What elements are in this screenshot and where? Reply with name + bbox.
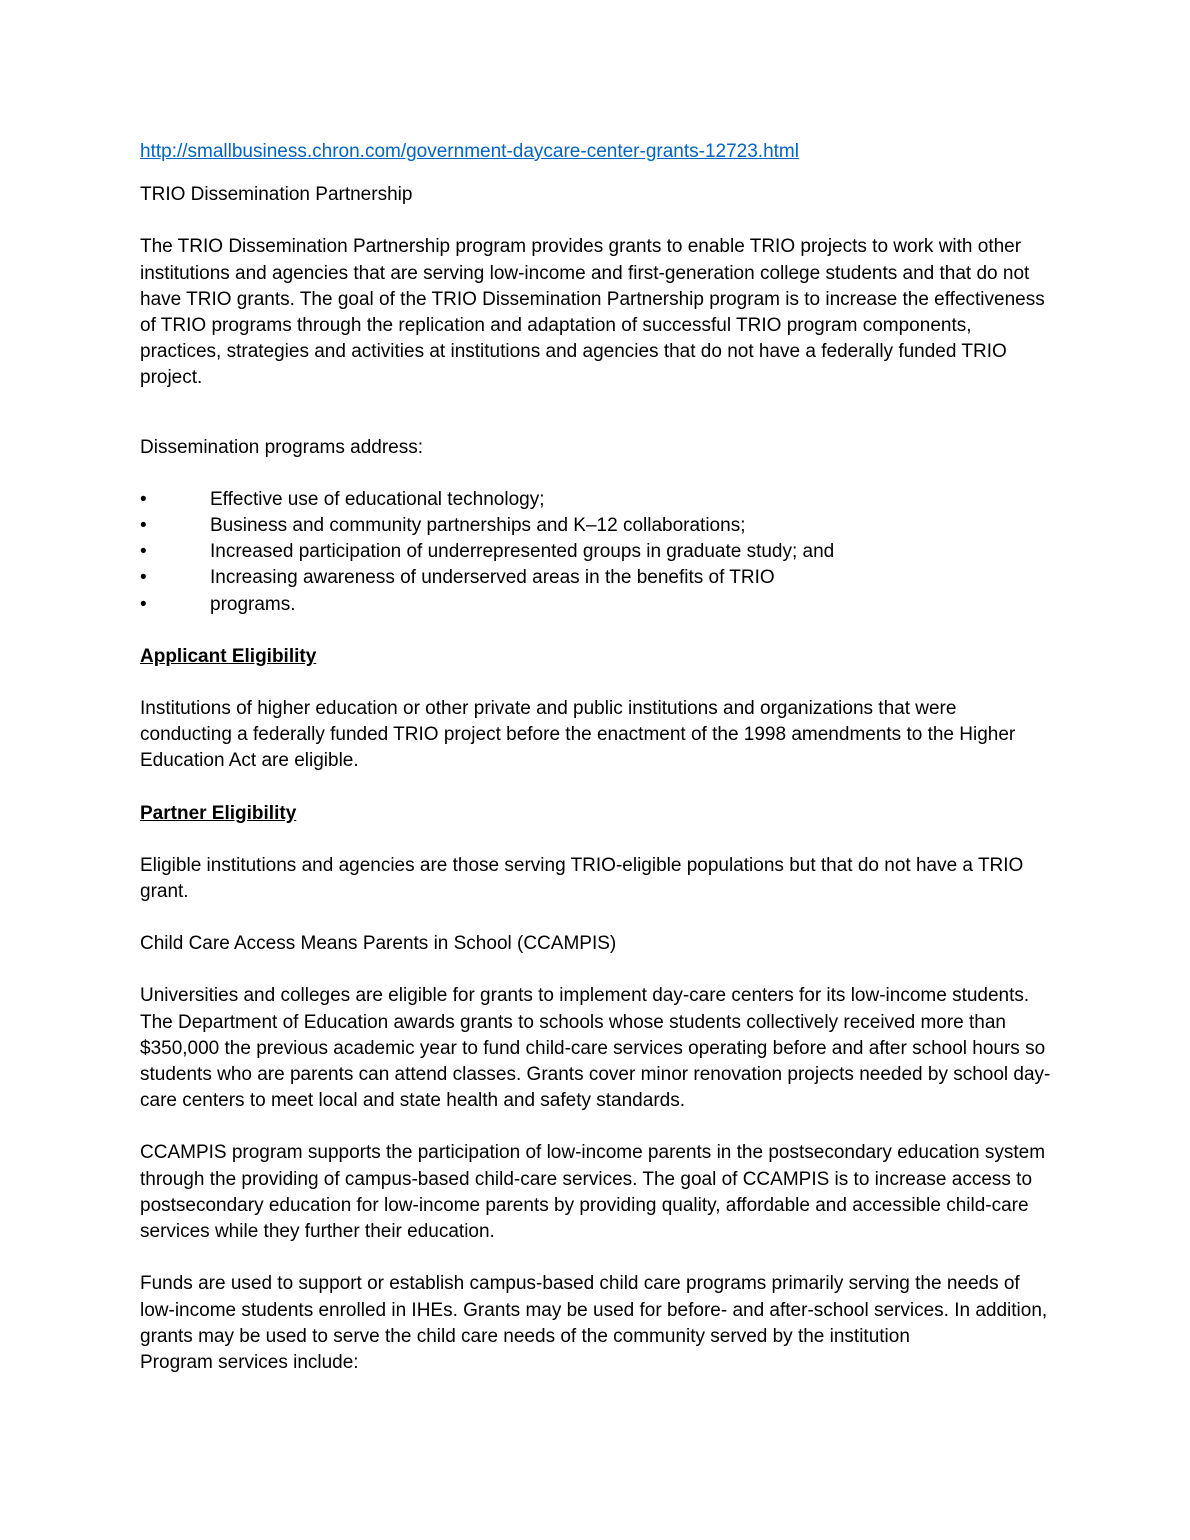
bullet-icon: • [140, 567, 147, 589]
list-intro: Dissemination programs address: [140, 436, 424, 458]
partner-eligibility-heading: Partner Eligibility [140, 802, 297, 824]
applicant-eligibility-paragraph: Institutions of higher education or other private and public institutions and organizations that were conducting a federally funded TRIO project before the enactment of the 1998 amendments to the Higher Education Act are eligible. [140, 698, 1016, 772]
trio-paragraph: The TRIO Dissemination Partnership program provides grants to enable TRIO projects to work with other institutions and agencies that are serving low-income and first-generation college students and that do not have TRIO grants. The goal of the TRIO Dissemination Partnership program is to increase the effectiveness of TRIO programs through the replication and adaptation of successful TRIO program components, practices, strategies and activities at institutions and agencies that do not have a federally funded TRIO project. [140, 236, 1045, 389]
list-item-text: programs. [210, 593, 296, 615]
bullet-icon: • [140, 593, 147, 615]
section-title-trio: TRIO Dissemination Partnership [140, 184, 413, 206]
section-title-ccampis: Child Care Access Means Parents in School (CCAMPIS) [140, 933, 617, 955]
ccampis-paragraph-3 [140, 1271, 1052, 1376]
list-item [140, 487, 1052, 513]
partner-eligibility-paragraph: Eligible institutions and agencies are those serving TRIO-eligible populations but that do not have a TRIO grant. [140, 854, 1024, 903]
bullet-icon: • [140, 515, 147, 537]
applicant-eligibility-heading: Applicant Eligibility [140, 645, 317, 667]
bullet-icon: • [140, 488, 147, 510]
ccampis-paragraph-3-text: Funds are used to support or establish campus-based child care programs primarily serving the needs of low-income students enrolled in IHEs. Grants may be used for before- and after-school services. In addition, grants may be used to serve the child care needs of the community served by the institution [140, 1273, 1048, 1347]
list-item-text: Effective use of educational technology; [210, 488, 545, 510]
bullet-icon: • [140, 541, 147, 563]
dissemination-list [140, 487, 1052, 618]
ccampis-paragraph-1: Universities and colleges are eligible for grants to implement day-care centers for its low-income students. The Department of Education awards grants to schools whose students collectively received more than $350,000 the previous academic year to fund child-care services operating before and after school hours so students who are parents can attend classes. Grants cover minor renovation projects needed by school day-care centers to meet local and state health and safety standards. [140, 985, 1051, 1112]
document-page [140, 139, 1052, 1376]
list-item-text: Increasing awareness of underserved areas in the benefits of TRIO [210, 567, 775, 589]
list-item [140, 565, 1052, 591]
ccampis-paragraph-2: CCAMPIS program supports the participation of low-income parents in the postsecondary education system through the providing of campus-based child-care services. The goal of CCAMPIS is to increase access to postsecondary education for low-income parents by providing quality, affordable and accessible child-care services while they further their education. [140, 1142, 1046, 1243]
list-item-text: Business and community partnerships and K–12 collaborations; [210, 515, 746, 537]
list-item [140, 592, 1052, 618]
source-link[interactable]: http://smallbusiness.chron.com/government-daycare-center-grants-12723.html [140, 141, 799, 162]
list-item [140, 513, 1052, 539]
list-item [140, 539, 1052, 565]
list-item-text: Increased participation of underrepresented groups in graduate study; and [210, 541, 835, 563]
program-services-label: Program services include: [140, 1351, 359, 1373]
